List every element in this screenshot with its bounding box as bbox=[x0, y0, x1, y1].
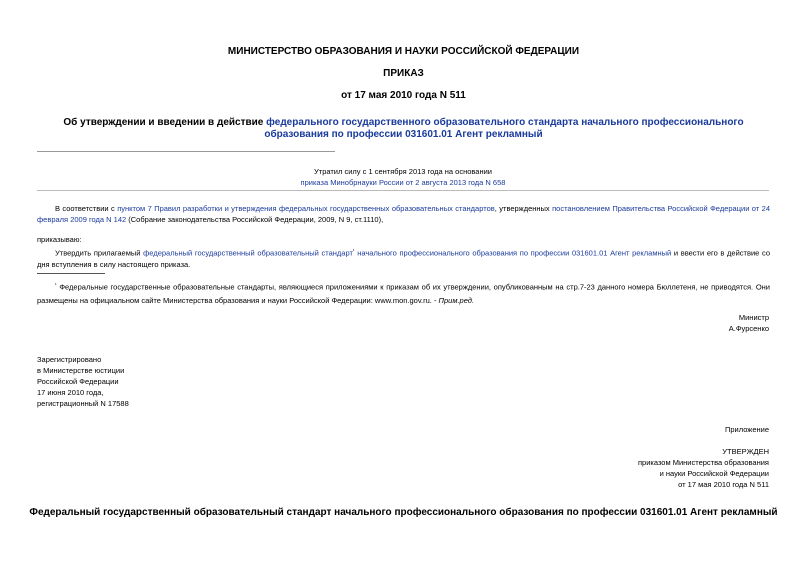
preamble-text-3: (Собрание законодательства Российской Федерации, 2009, N 9, ст.1110), bbox=[126, 215, 384, 224]
order-word: приказываю: bbox=[37, 235, 82, 244]
footnote bbox=[37, 279, 770, 307]
lost-force-link[interactable]: приказа Минобрнауки России от 2 августа 2013 года N 658 bbox=[300, 178, 506, 187]
preamble-text-1: В соответствии с bbox=[55, 204, 118, 213]
standard-link-2[interactable]: начального профессионального образования по профессии 031601.01 Агент рекламный bbox=[354, 248, 672, 258]
footnote-marker[interactable]: ¹ bbox=[352, 248, 355, 254]
ministry-heading: МИНИСТЕРСТВО ОБРАЗОВАНИЯ И НАУКИ РОССИЙСКОЙ ФЕДЕРАЦИИ bbox=[227, 46, 580, 57]
order-title-prefix: Об утверждении и введении в действие bbox=[63, 117, 267, 128]
order-date-number: от 17 мая 2010 года N 511 bbox=[341, 90, 466, 101]
approval-line: УТВЕРЖДЕН bbox=[722, 447, 769, 456]
registration-line: в Министерстве юстиции bbox=[37, 366, 125, 375]
standard-title: Федеральный государственный образовательный стандарт начального профессионального образования по профессии 031601.01 Агент рекламный bbox=[29, 507, 778, 518]
appendix-label: Приложение bbox=[725, 425, 769, 434]
registration-line: регистрационный N 17588 bbox=[37, 399, 129, 408]
registration-line: 17 июня 2010 года, bbox=[37, 388, 104, 397]
order-paragraph bbox=[37, 246, 770, 270]
preamble-text-2: , утвержденных bbox=[494, 204, 553, 213]
lost-force-note bbox=[190, 166, 616, 188]
approval-block bbox=[560, 446, 769, 490]
footnote-divider bbox=[37, 273, 105, 274]
approval-line: и науки Российской Федерации bbox=[659, 469, 769, 478]
registration-block bbox=[37, 354, 237, 409]
approval-line: от 17 мая 2010 года N 511 bbox=[678, 480, 769, 489]
order-text-1: Утвердить прилагаемый bbox=[55, 248, 144, 258]
rules-link[interactable]: пунктом 7 Правил разработки и утверждения федеральных государственных образовательных стандартов bbox=[117, 204, 495, 213]
doc-type-heading: ПРИКАЗ bbox=[383, 68, 424, 79]
approval-line: приказом Министерства образования bbox=[638, 458, 769, 467]
registration-line: Российской Федерации bbox=[37, 377, 119, 386]
standard-link-1[interactable]: федеральный государственный образовательный стандарт bbox=[143, 248, 353, 258]
signature-block bbox=[600, 312, 769, 334]
signer-position: Министр bbox=[738, 313, 769, 322]
order-title-link[interactable]: федерального государственного образовательного стандарта начального профессионального образования по профессии 031601.01 Агент рекламный bbox=[264, 117, 744, 140]
government-decree-link[interactable]: постановлением Правительства Российской Федерации от 24 февраля 2009 года N 142 bbox=[37, 204, 771, 224]
footnote-marker: ¹ bbox=[55, 282, 57, 288]
lost-force-text: Утратил силу с 1 сентября 2013 года на основании bbox=[314, 167, 492, 176]
divider bbox=[37, 151, 335, 152]
footnote-text: Федеральные государственные образовательные стандарты, являющиеся приложениями к приказам об их утверждении, опубликованным на стр.7-23 данного номера Бюллетеня, не приводятся. Они размещены на официальном сайте Министерства образования и науки Российской Федерации: www.mon.gov.ru. - bbox=[37, 282, 770, 305]
order-title bbox=[50, 117, 757, 141]
signer-name: А.Фурсенко bbox=[728, 324, 769, 333]
order-text-2: и ввести его в действие со дня вступления в силу настоящего приказа. bbox=[37, 248, 770, 269]
footnote-editor-note: Прим.ред. bbox=[438, 295, 475, 305]
preamble-paragraph bbox=[37, 203, 770, 225]
registration-line: Зарегистрировано bbox=[37, 355, 102, 364]
divider bbox=[37, 190, 769, 191]
